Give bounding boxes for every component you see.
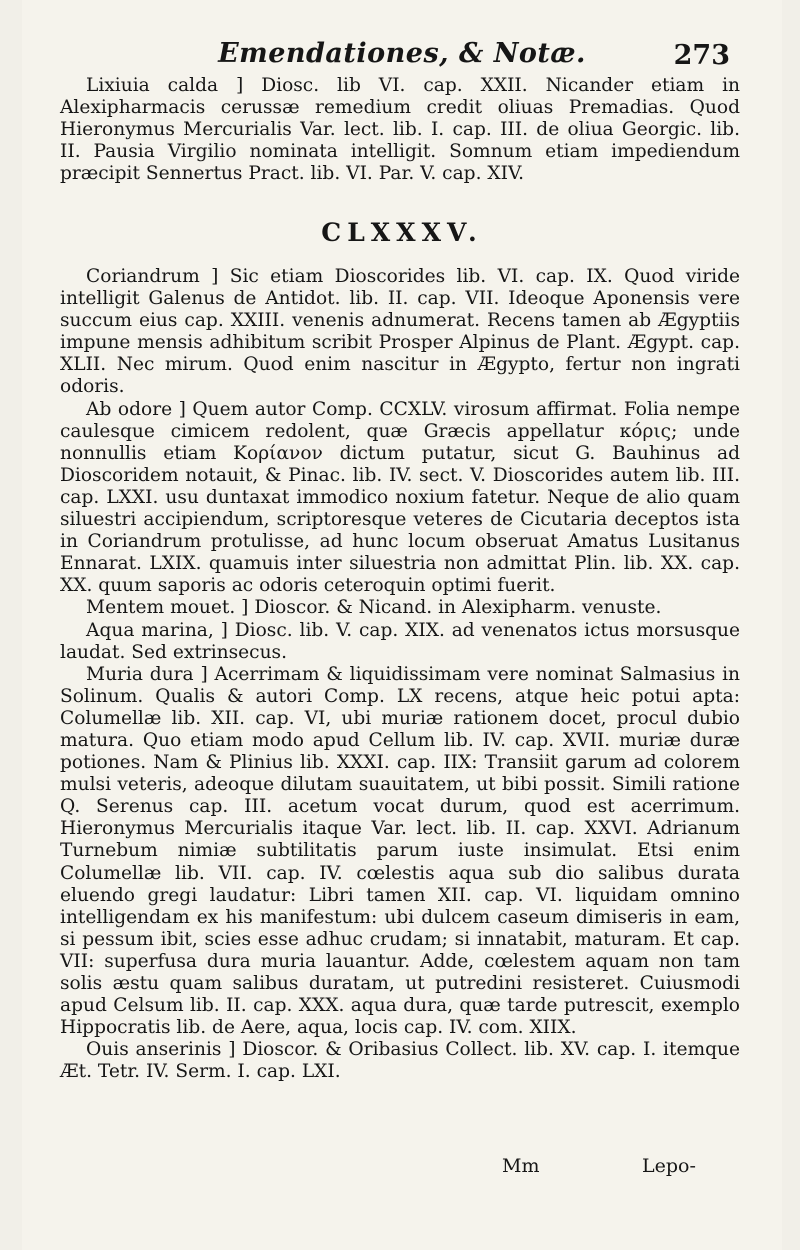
paragraph-aqua-marina: Aqua marina, ] Diosc. lib. V. cap. XIX. ad venenatos ictus morsusque laudat. Sed extrinsecus.: [60, 619, 740, 663]
main-text-block: [60, 266, 740, 1083]
book-page: [22, 0, 782, 1250]
chapter-heading: CLXXXV.: [321, 218, 483, 247]
paragraph-muria-dura: Muria dura ] Acerrimam & liquidissimam vere nominat Salmasius in Solinum. Qualis & autori Comp. LX recens, atque heic potui apta: Columellæ lib. XII. cap. VI, ubi muriæ rationem docet, procul dubio matura. Quo etiam modo apud Cellum lib. IV. cap. XVII. muriæ duræ potiones. Nam & Plinius lib. XXXI. cap. IIX: Transiit garum ad colorem mulsi veteris, adeoque dilutam suauitatem, ut bibi possit. Simili ratione Q. Serenus cap. III. acetum vocat durum, quod est acerrimum. Hieronymus Mercurialis itaque Var. lect. lib. II. cap. XXVI. Adrianum Turnebum nimiæ subtilitatis parum iuste insimulat. Etsi enim Columellæ lib. VII. cap. IV. cœlestis aqua sub dio salibus durata eluendo gregi laudatur: Libri tamen XII. cap. VI. liquidam omnino intelligendam ex his manifestum: ubi dulcem caseum dimiseris in eam, si pessum ibit, scies esse adhuc crudam; si innatabit, maturam. Et cap. VII: superfusa dura muria lauantur. Adde, cœlestem aquam non tam solis æstu quam salibus duratam, ut putredini resisteret. Cuiusmodi apud Celsum lib. II. cap. XXX. aqua dura, quæ tarde putrescit, exemplo Hippocratis lib. de Aere, aqua, locis cap. IV. com. XIIX.: [60, 663, 740, 1039]
paragraph-ouis-anserinis: Ouis anserinis ] Dioscor. & Oribasius Collect. lib. XV. cap. I. itemque Æt. Tetr. IV. Serm. I. cap. LXI.: [60, 1039, 740, 1083]
running-head-title: Emendationes, & Notæ.: [218, 38, 586, 69]
paragraph-coriandrum: Coriandrum ] Sic etiam Dioscorides lib. VI. cap. IX. Quod viride intelligit Galenus de Antidot. lib. II. cap. VII. Ideoque Aponensis vere succum eius cap. XXIII. venenis adnumerat. Recens tamen ab Ægyptiis impune mensis adhibitum scribit Prosper Alpinus de Plant. Ægypt. cap. XLII. Nec mirum. Quod enim nascitur in Ægypto, fertur non ingrati odoris.: [60, 266, 740, 398]
top-paragraph-block: [60, 75, 740, 185]
paragraph-mentem-mouet: Mentem mouet. ] Dioscor. & Nicand. in Alexipharm. venuste.: [86, 597, 662, 619]
paragraph-lixiuia: Lixiuia calda ] Diosc. lib VI. cap. XXII. Nicander etiam in Alexipharmacis cerussæ remedium credit oliuas Premadias. Quod Hieronymus Mercurialis Var. lect. lib. I. cap. III. de oliua Georgic. lib. II. Pausia Virgilio nominata intelligit. Somnum etiam impediendum præcipit Sennertus Pract. lib. VI. Par. V. cap. XIV.: [60, 75, 740, 185]
signature-mark: Mm: [502, 1155, 540, 1177]
catchword: Lepo-: [642, 1155, 696, 1177]
paragraph-ab-odore: Ab odore ] Quem autor Comp. CCXLV. virosum affirmat. Folia nempe caulesque cimicem redolent, quæ Græcis appellatur κόρις; unde nonnullis etiam Κορίανον dictum putatur, sicut G. Bauhinus ad Dioscoridem notauit, & Pinac. lib. IV. sect. V. Dioscorides autem lib. III. cap. LXXI. usu duntaxat immodico noxium fatetur. Neque de alio quam siluestri accipiendum, scriptoresque veteres de Cicutaria deceptos ista in Coriandrum protulisse, ad hunc locum obseruat Amatus Lusitanus Ennarat. LXIX. quamuis inter siluestria non admittat Plin. lib. XX. cap. XX. quum saporis ac odoris ceteroquin optimi fuerit.: [60, 398, 740, 597]
page-number: 273: [673, 40, 730, 71]
